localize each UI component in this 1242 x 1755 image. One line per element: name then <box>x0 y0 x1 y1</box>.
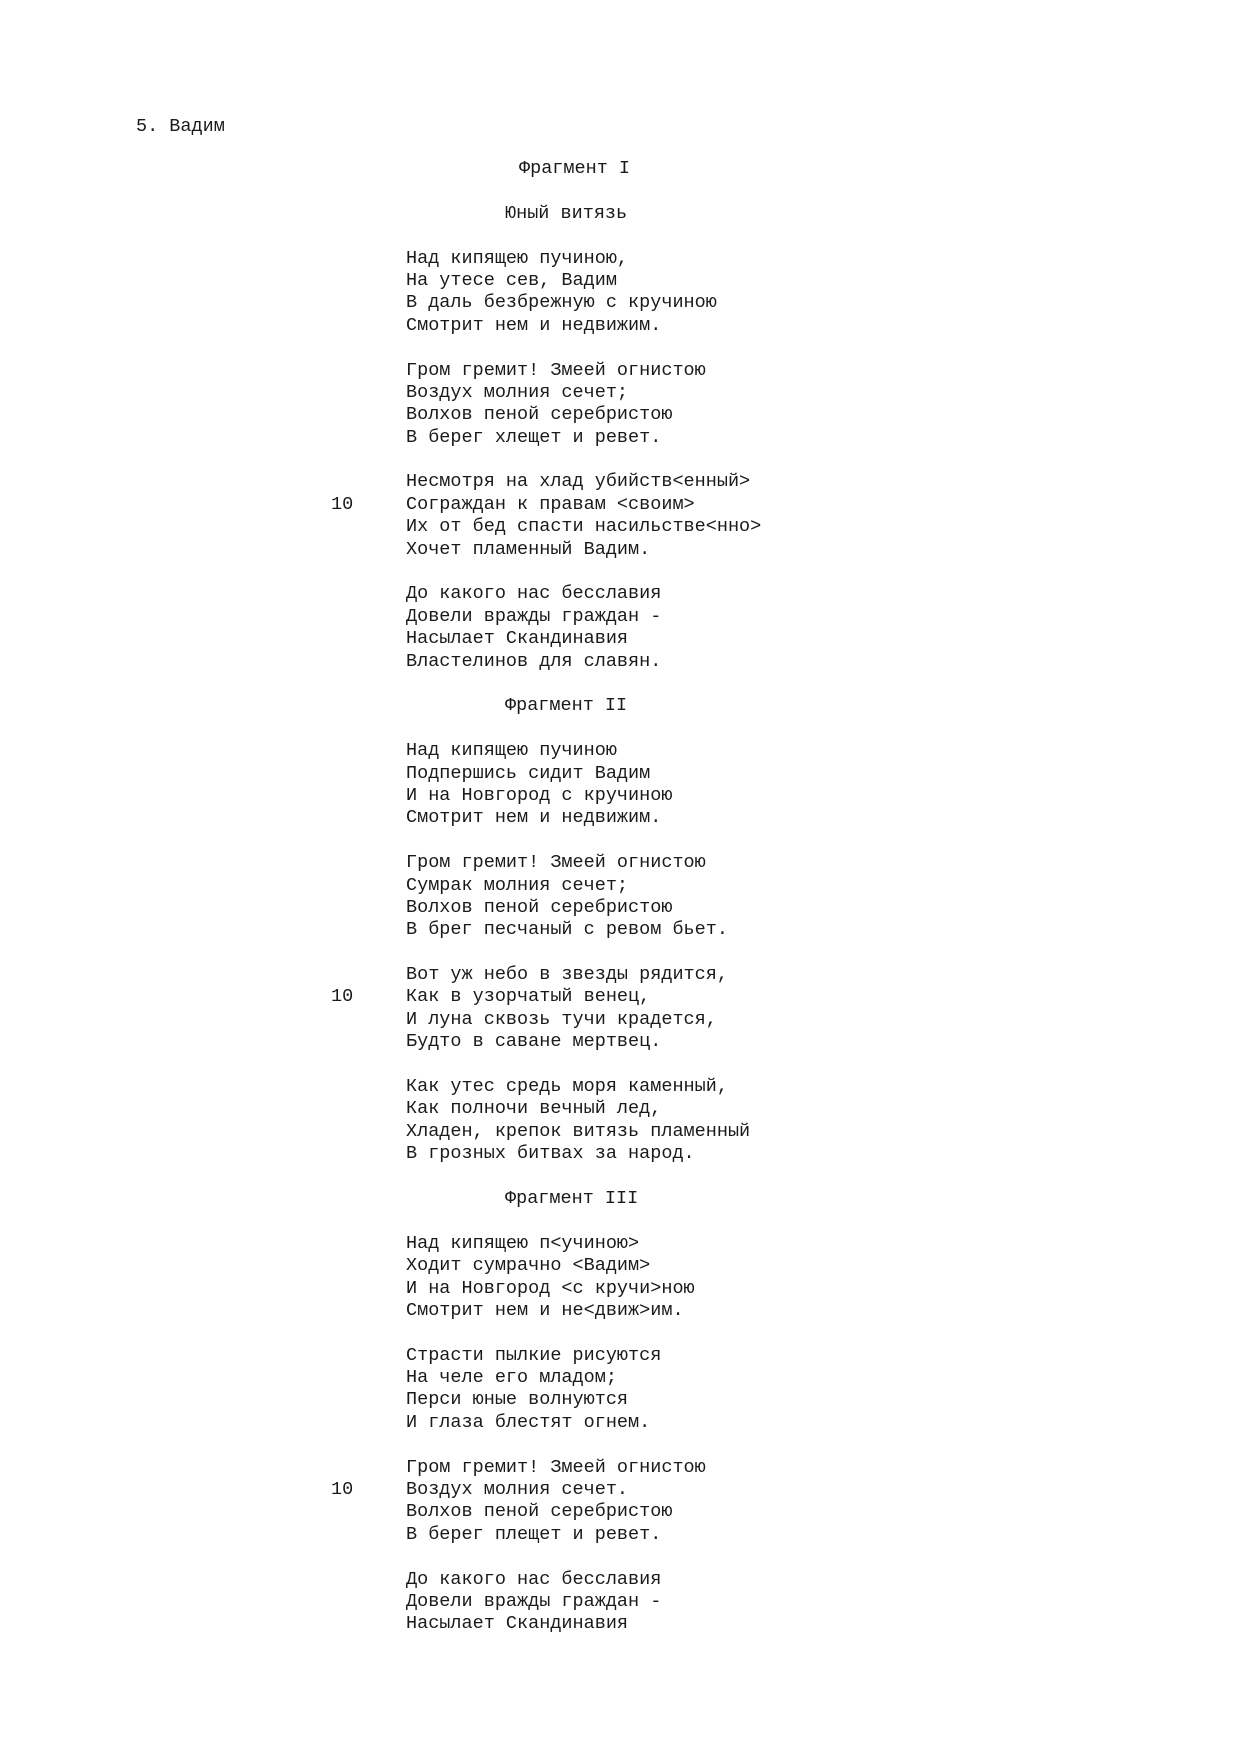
verse-line <box>369 1076 1229 1098</box>
line-number: 10 <box>331 1479 354 1501</box>
verse-line <box>369 1569 1229 1591</box>
verse-line <box>369 1591 1229 1613</box>
verse-text: В брег песчаный с ревом бьет. <box>406 919 728 941</box>
blank-line <box>369 673 1229 695</box>
verse-line <box>369 807 1229 829</box>
verse-text: Гром гремит! Змеей огнистою <box>406 1456 706 1478</box>
verse-text: Смотрит нем и недвижим. <box>406 314 662 336</box>
verse-text: На утесе сев, Вадим <box>406 269 617 291</box>
verse-text: И на Новгород с кручиною <box>406 784 673 806</box>
verse-line <box>369 382 1229 404</box>
verse-line <box>331 986 1229 1008</box>
verse-text: В грозных битвах за народ. <box>406 1143 695 1165</box>
verse-line <box>369 852 1229 874</box>
verse-text: И глаза блестят огнем. <box>406 1411 651 1433</box>
verse-text: В даль безбрежную с кручиною <box>406 292 717 314</box>
verse-line <box>369 1501 1229 1523</box>
blank-line <box>369 1322 1229 1344</box>
verse-text: Гром гремит! Змеей огнистою <box>406 852 706 874</box>
verse-line <box>369 516 1229 538</box>
verse-text: Будто в саване мертвец. <box>406 1031 662 1053</box>
verse-text: Воздух молния сечет; <box>406 381 629 403</box>
blank-line <box>369 449 1229 471</box>
verse-text: Воздух молния сечет. <box>406 1479 629 1501</box>
verse-text: До какого нас бесславия <box>406 583 662 605</box>
verse-line <box>369 1031 1229 1053</box>
verse-text: И на Новгород <с кручи>ною <box>406 1277 695 1299</box>
poem-heading: 5. Вадим <box>136 116 225 137</box>
verse-text: Хладен, крепок витязь пламенный <box>406 1120 751 1142</box>
blank-line <box>369 225 1229 247</box>
verse-text: Довели вражды граждан - <box>406 1591 662 1612</box>
verse-text: Ходит сумрачно <Вадим> <box>406 1255 651 1277</box>
verse-line <box>369 1300 1229 1322</box>
verse-line <box>369 1143 1229 1165</box>
verse-line <box>369 919 1229 941</box>
verse-text: В берег хлещет и ревет. <box>406 426 662 448</box>
blank-line <box>369 180 1229 202</box>
verse-line <box>369 628 1229 650</box>
verse-line <box>369 606 1229 628</box>
verse-line <box>369 1389 1229 1411</box>
line-number: 10 <box>331 493 354 515</box>
fragment-title <box>369 158 1229 180</box>
verse-text: Как полночи вечный лед, <box>406 1098 662 1120</box>
verse-text: Гром гремит! Змеей огнистою <box>406 359 706 381</box>
verse-text: Перси юные волнуются <box>406 1389 629 1411</box>
verse-line <box>369 1412 1229 1434</box>
verse-text: Смотрит нем и не<движ>им. <box>406 1299 684 1321</box>
verse-line <box>369 1278 1229 1300</box>
verse-text: Несмотря на хлад убийств<енный> <box>406 471 751 493</box>
blank-line <box>369 1434 1229 1456</box>
verse-text: Над кипящею пучиною, <box>406 247 629 269</box>
verse-text: Насылает Скандинавия <box>406 1613 629 1635</box>
verse-line <box>369 1524 1229 1546</box>
verse-text: Властелинов для славян. <box>406 650 662 672</box>
verse-line <box>369 1345 1229 1367</box>
verse-line <box>369 471 1229 493</box>
verse-text: И луна сквозь тучи крадется, <box>406 1008 717 1030</box>
verse-line <box>369 897 1229 919</box>
verse-text: Волхов пеной серебристою <box>406 1501 673 1523</box>
verse-text: Над кипящею пучиною <box>406 740 617 762</box>
verse-line <box>369 1098 1229 1120</box>
verse-line <box>369 1457 1229 1479</box>
verse-text: Довели вражды граждан - <box>406 605 662 627</box>
fragment-subtitle <box>369 1188 1229 1210</box>
verse-text: На челе его младом; <box>406 1367 617 1389</box>
verse-text: Вот уж небо в звезды рядится, <box>406 964 728 986</box>
verse-text: Над кипящею п<учиною> <box>406 1232 640 1254</box>
blank-line <box>369 1054 1229 1076</box>
blank-line <box>369 1166 1229 1188</box>
verse-line <box>369 1367 1229 1389</box>
verse-line <box>369 964 1229 986</box>
verse-line <box>369 404 1229 426</box>
blank-line <box>369 830 1229 852</box>
blank-line <box>369 337 1229 359</box>
poem-text <box>331 158 1229 1636</box>
verse-text: Страсти пылкие рисуются <box>406 1344 662 1366</box>
caption-text: Фрагмент I <box>519 158 631 179</box>
line-number: 10 <box>331 986 354 1008</box>
verse-text: Насылает Скандинавия <box>406 628 629 650</box>
caption-text: Юный витязь <box>505 202 628 224</box>
verse-line <box>369 270 1229 292</box>
verse-line <box>369 1233 1229 1255</box>
verse-line <box>331 493 1229 516</box>
verse-line <box>369 1255 1229 1277</box>
verse-text: Как утес средь моря каменный, <box>406 1076 728 1098</box>
verse-text: Волхов пеной серебристою <box>406 896 673 918</box>
verse-line <box>369 875 1229 897</box>
verse-text: В берег плещет и ревет. <box>406 1523 662 1545</box>
verse-line <box>369 292 1229 314</box>
verse-line <box>369 539 1229 561</box>
blank-line <box>369 1546 1229 1568</box>
verse-line <box>369 427 1229 449</box>
verse-text: Сограждан к правам <своим> <box>406 493 695 515</box>
caption-text: Фрагмент III <box>505 1187 639 1209</box>
verse-line <box>369 740 1229 762</box>
verse-text: Смотрит нем и недвижим. <box>406 807 662 829</box>
caption-text: Фрагмент II <box>505 695 628 717</box>
verse-line <box>369 763 1229 785</box>
fragment-subtitle <box>369 695 1229 717</box>
verse-text: Как в узорчатый венец, <box>406 986 651 1008</box>
verse-line <box>369 785 1229 807</box>
blank-line <box>369 1210 1229 1232</box>
verse-text: Сумрак молния сечет; <box>406 874 629 896</box>
verse-line <box>369 1613 1229 1635</box>
blank-line <box>369 942 1229 964</box>
verse-line <box>369 1121 1229 1143</box>
blank-line <box>369 561 1229 583</box>
verse-line <box>369 583 1229 605</box>
verse-line <box>369 360 1229 382</box>
verse-line <box>369 248 1229 270</box>
verse-text: Волхов пеной серебристою <box>406 404 673 426</box>
verse-line <box>369 315 1229 337</box>
verse-text: Их от бед спасти насильстве<нно> <box>406 516 762 538</box>
verse-line <box>331 1479 1229 1501</box>
verse-text: Хочет пламенный Вадим. <box>406 538 651 560</box>
blank-line <box>369 718 1229 740</box>
verse-line <box>369 651 1229 673</box>
verse-line <box>369 1009 1229 1031</box>
fragment-subtitle <box>369 203 1229 225</box>
verse-text: Подпершись сидит Вадим <box>406 762 651 784</box>
verse-text: До какого нас бесславия <box>406 1568 662 1590</box>
